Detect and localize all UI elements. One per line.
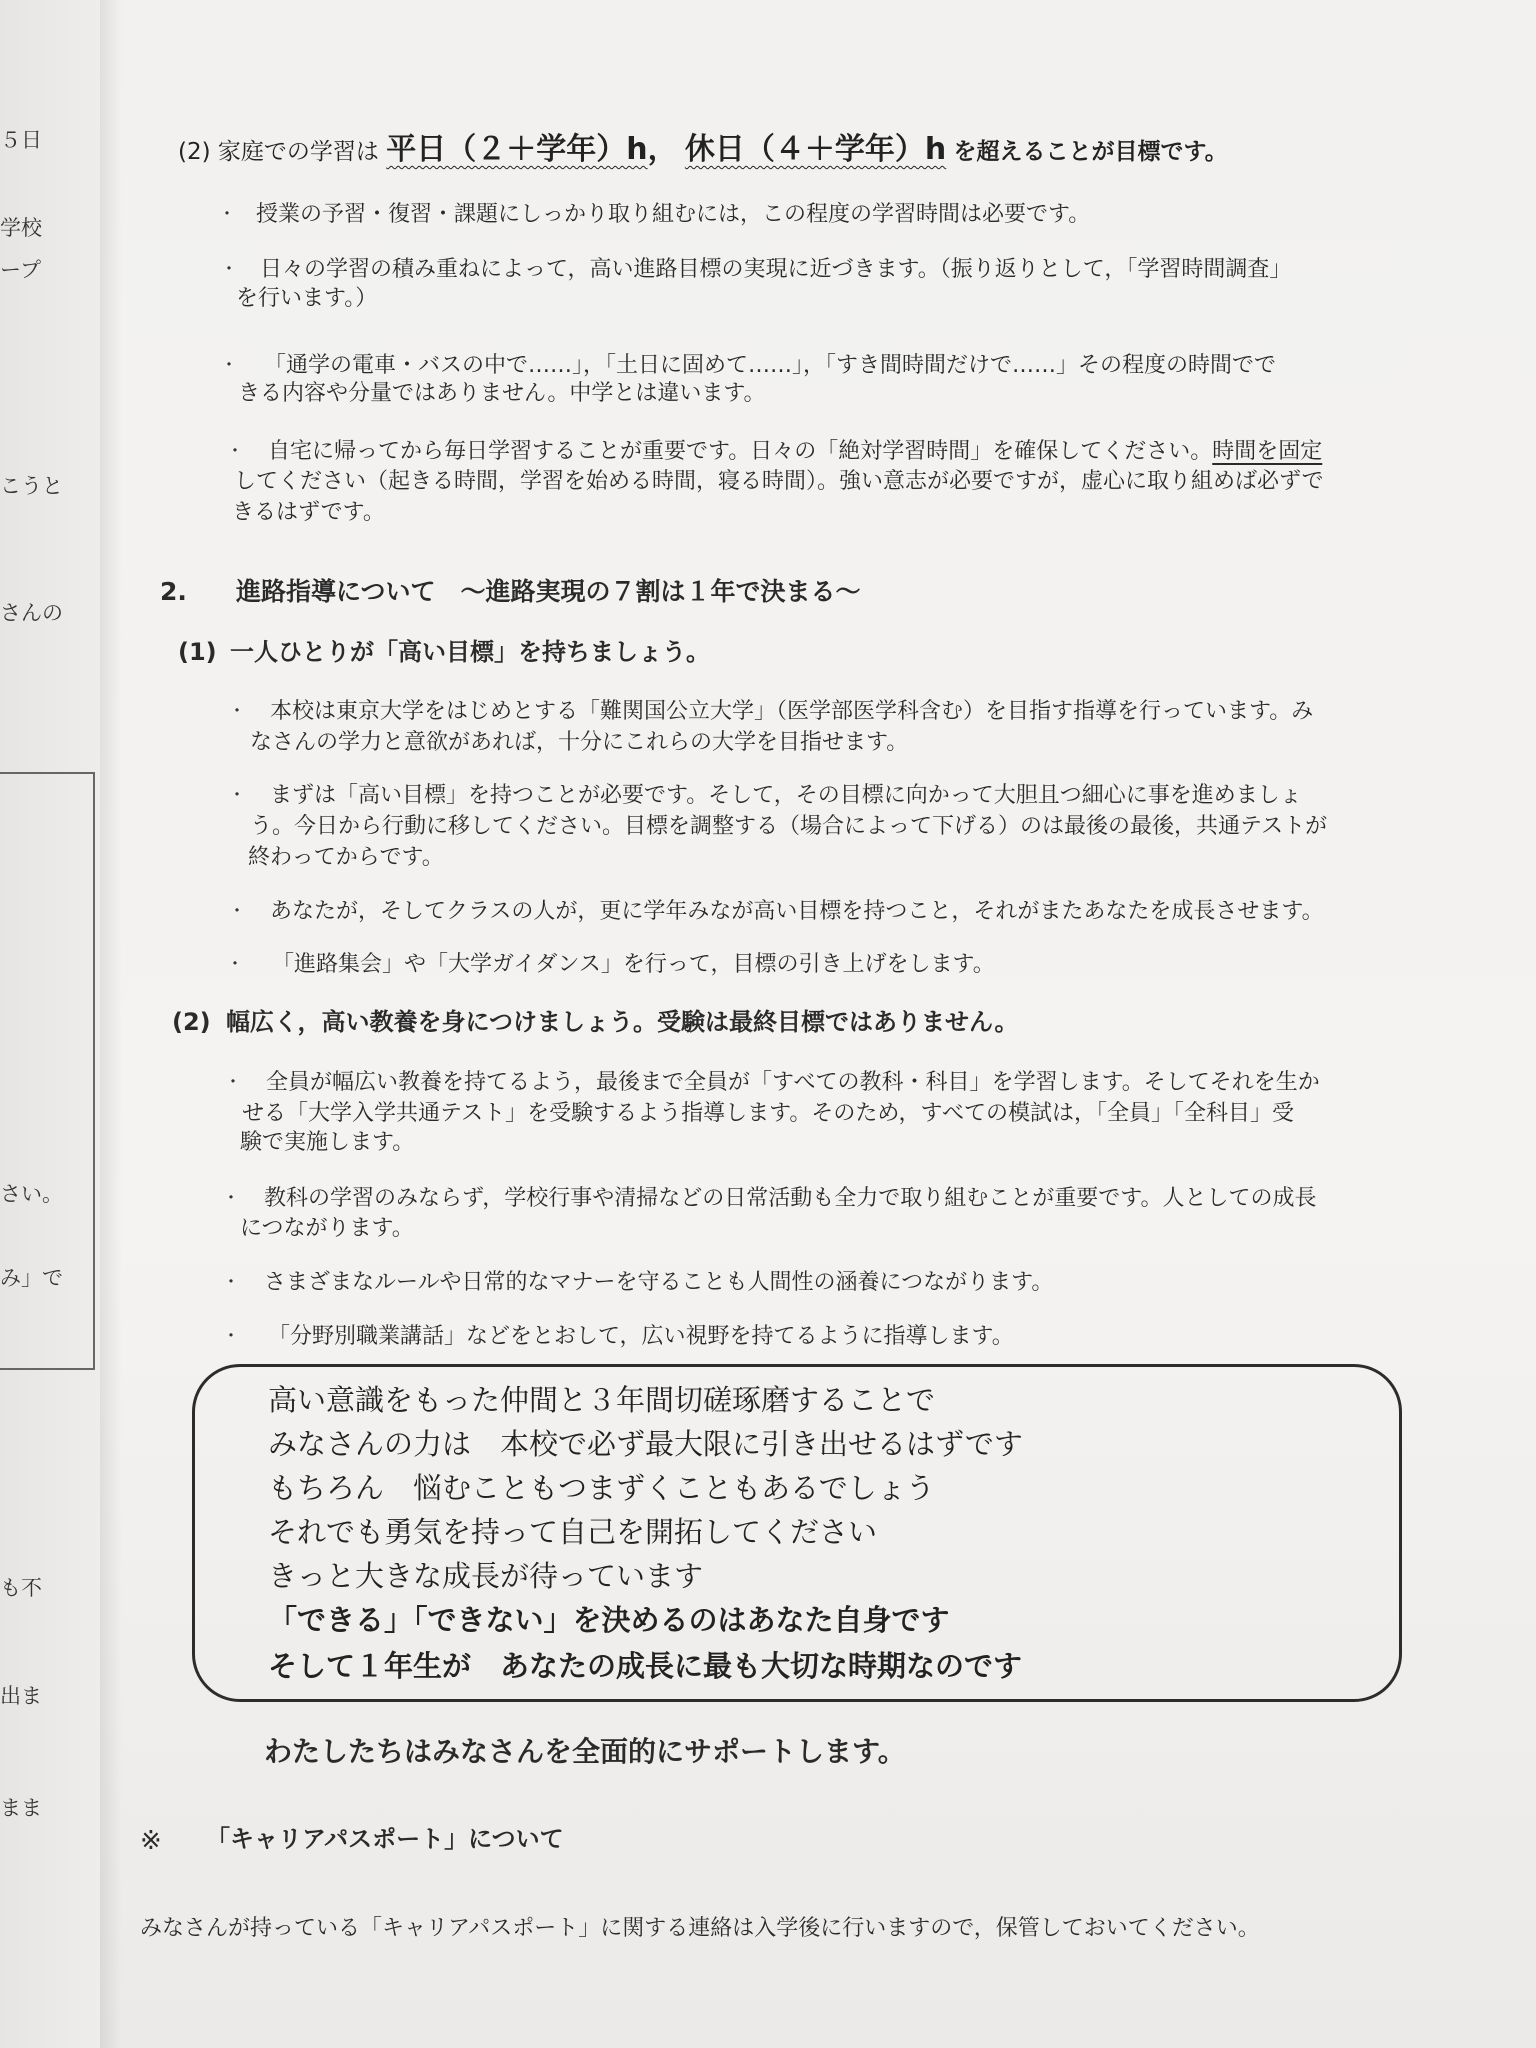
education-bullet-text: 全員が幅広い教養を持てるよう，最後まで全員が「すべての教科・科目」を学習します。そしてそれを生か xyxy=(266,1070,1320,1095)
left-page-fragment: 学校 xyxy=(0,216,42,240)
left-page-fragment: み」で xyxy=(0,1266,63,1290)
goal-bullet-text: 本校は東京大学をはじめとする「難関国公立大学」（医学部医学科含む）を目指す指導を行っています。み xyxy=(270,699,1314,724)
education-bullet-text: につながります。 xyxy=(240,1216,414,1241)
subsection-title: 幅広く，高い教養を身につけましょう。受験は最終目標ではありません。 xyxy=(226,1008,1019,1036)
education-bullet-text: さまざまなルールや日常的なマナーを守ることも人間性の涵養につながります。 xyxy=(264,1270,1054,1295)
bullet-dot: ・ xyxy=(224,1072,242,1093)
education-bullet-text: 「分野別職業講話」などをとおして，広い視野を持てるように指導します。 xyxy=(268,1324,1014,1349)
left-page-fragment: こうと xyxy=(0,474,63,498)
subsection-label: (2) xyxy=(172,1008,211,1036)
study-bullet-text: してください（起きる時間，学習を始める時間，寝る時間）。強い意志が必要ですが，虚心に取り組めば必ずで xyxy=(234,469,1324,494)
bullet-dot: ・ xyxy=(222,1272,240,1293)
reference-mark: ※ xyxy=(140,1826,162,1856)
study-bullet-text: 授業の予習・復習・課題にしっかり取り組むには，この程度の学習時間は必要です。 xyxy=(256,202,1091,227)
left-page-fragment: さんの xyxy=(0,601,63,625)
left-page-fragment: まま xyxy=(0,1796,42,1820)
study-goal-heading xyxy=(178,124,1228,168)
study-goal-prefix: (2) 家庭での学習は xyxy=(178,139,379,165)
message-line-bold: 「できる」「できない」を決めるのはあなた自身です xyxy=(268,1603,950,1637)
left-page-fragment: も不 xyxy=(0,1576,42,1600)
bullet-dot: ・ xyxy=(226,954,244,975)
bullet-dot: ・ xyxy=(228,901,246,922)
section-title: 進路指導について ～進路実現の７割は１年で決まる～ xyxy=(236,577,861,606)
left-page-fragment: ５日 xyxy=(0,128,42,152)
goal-bullet-text: あなたが，そしてクラスの人が，更に学年みなが高い目標を持つこと，それがまたあなたを成長させます。 xyxy=(270,899,1324,924)
education-bullet-text: 教科の学習のみならず，学校行事や清掃などの日常活動も全力で取り組むことが重要です。人としての成長 xyxy=(264,1186,1317,1211)
education-bullet-text: せる「大学入学共通テスト」を受験するよう指導します。そのため，すべての模試は，「全員」「全科目」受 xyxy=(242,1101,1295,1126)
note-title: 「キャリアパスポート」について xyxy=(206,1825,564,1853)
goal-bullet-text: まずは「高い目標」を持つことが必要です。そして，その目標に向かって大胆且つ細心に事を進めましょ xyxy=(270,783,1302,808)
support-statement: わたしたちはみなさんを全面的にサポートします。 xyxy=(264,1735,906,1768)
bullet-dot: ・ xyxy=(226,441,244,462)
study-bullet-text: きる内容や分量ではありません。中学とは違います。 xyxy=(238,381,766,406)
bullet-dot: ・ xyxy=(228,701,246,722)
underlined-fixed-time: 時間を固定 xyxy=(1212,439,1323,464)
page-fold-shadow xyxy=(100,0,122,2048)
left-page-fragment: 出ま xyxy=(0,1684,42,1708)
subsection-title: 一人ひとりが「高い目標」を持ちましょう。 xyxy=(230,638,710,666)
goal-bullet-text: 終わってからです。 xyxy=(248,845,444,870)
goal-bullet-text: なさんの学力と意欲があれば，十分にこれらの大学を目指せます。 xyxy=(250,730,909,755)
left-page-fragment: ープ xyxy=(0,258,41,282)
study-goal-suffix: を超えることが目標です。 xyxy=(953,139,1228,165)
study-bullet-text: を行います。） xyxy=(236,286,378,311)
goal-bullet-text: 「進路集会」や「大学ガイダンス」を行って，目標の引き上げをします。 xyxy=(272,952,995,977)
bullet-dot: ・ xyxy=(218,204,236,225)
bullet-dot: ・ xyxy=(220,355,238,376)
message-line: それでも勇気を持って自己を開拓してください xyxy=(268,1515,878,1549)
study-bullet-text: 自宅に帰ってから毎日学習することが重要です。日々の「絶対学習時間」を確保してください。時間を固定 xyxy=(268,439,1323,464)
message-line: きっと大きな成長が待っています xyxy=(268,1559,704,1593)
message-line: 高い意識をもった仲間と３年間切磋琢磨することで xyxy=(268,1383,936,1417)
bullet-dot: ・ xyxy=(222,1188,240,1209)
previous-page-edge xyxy=(0,0,101,2048)
note-body: みなさんが持っている「キャリアパスポート」に関する連絡は入学後に行いますので，保管しておいてください。 xyxy=(140,1916,1260,1941)
message-line: もちろん 悩むこともつまずくこともあるでしょう xyxy=(268,1471,935,1505)
study-bullet-text: 日々の学習の積み重ねによって，高い進路目標の実現に近づきます。（振り返りとして，「学習時間調査」 xyxy=(260,257,1292,282)
holiday-hours: 休日（４＋学年）h xyxy=(684,132,947,167)
left-page-fragment: さい。 xyxy=(0,1182,63,1206)
study-bullet-text: 「通学の電車・バスの中で……」，「土日に固めて……」，「すき間時間だけで……」その程度の時間でで xyxy=(264,353,1277,378)
bullet-dot: ・ xyxy=(222,1326,240,1347)
bullet-dot: ・ xyxy=(220,259,238,280)
message-line: みなさんの力は 本校で必ず最大限に引き出せるはずです xyxy=(268,1427,1023,1461)
goal-bullet-text: う。今日から行動に移してください。目標を調整する（場合によって下げる）のは最後の最後，共通テストが xyxy=(250,814,1328,839)
message-line-bold: そして１年生が あなたの成長に最も大切な時期なのです xyxy=(268,1649,1023,1683)
subsection-label: (1) xyxy=(178,638,217,666)
weekday-hours: 平日（２＋学年）h xyxy=(386,132,648,167)
study-bullet-text: きるはずです。 xyxy=(232,500,385,525)
section-number: 2. xyxy=(160,577,187,606)
bullet-dot: ・ xyxy=(228,785,246,806)
education-bullet-text: 験で実施します。 xyxy=(240,1130,415,1155)
separator: ， xyxy=(647,132,678,167)
